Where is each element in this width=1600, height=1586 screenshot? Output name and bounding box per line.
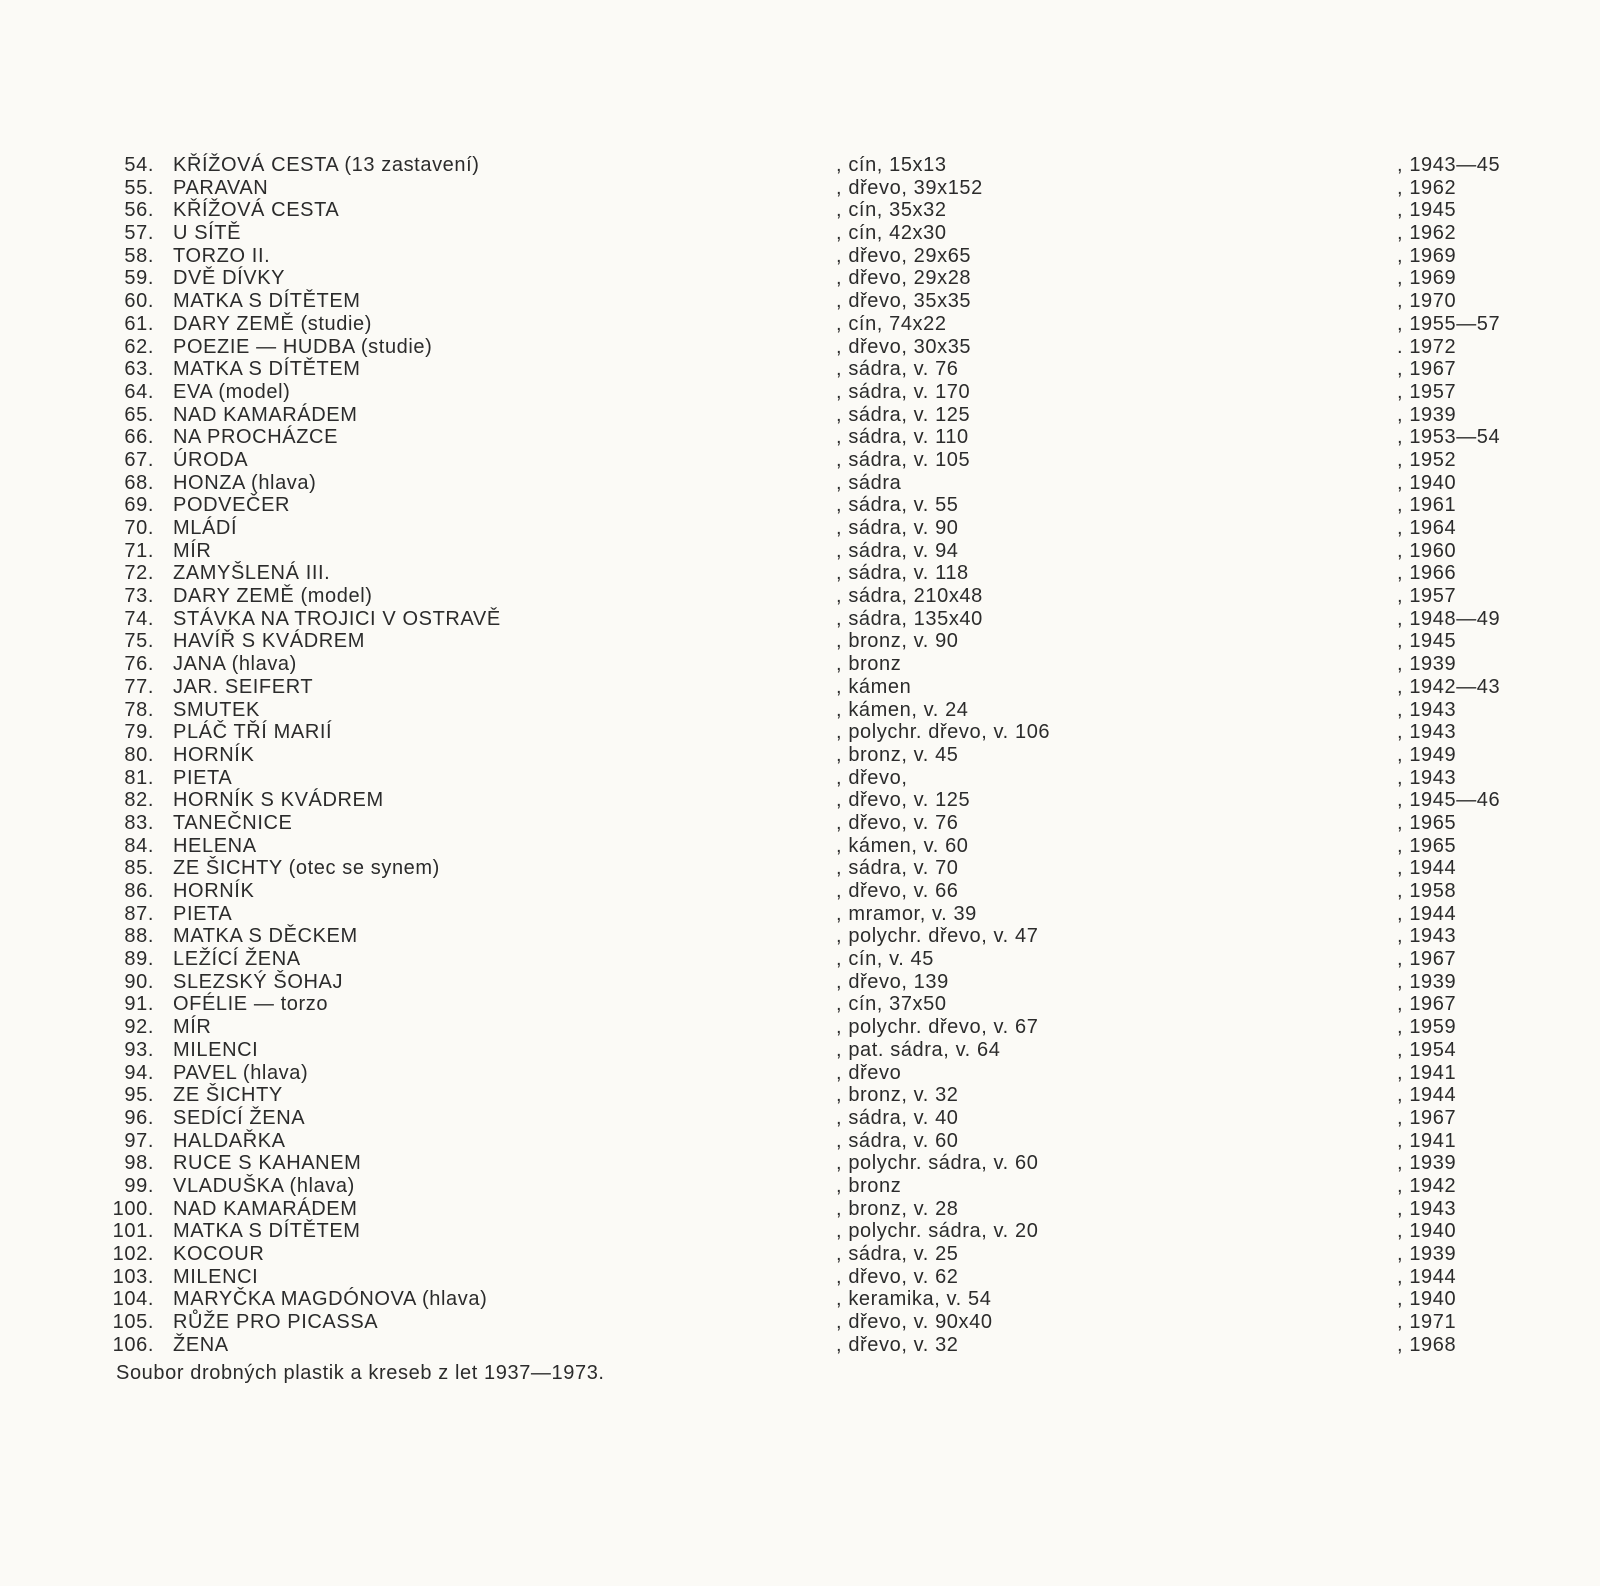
entry-material: , sádra, v. 170 (836, 380, 971, 403)
entry-material: , sádra, v. 90 (836, 517, 959, 539)
entry-number: 78. (124, 698, 154, 721)
entry-year: , 1955—57 (1397, 312, 1501, 335)
entry-number: 66. (124, 426, 154, 449)
entry-year: , 1962 (1397, 176, 1457, 199)
entry-number: 81. (124, 766, 154, 789)
entry-material: , bronz, v. 28 (836, 1197, 959, 1220)
entry-title: ZAMYŠLENÁ III. (173, 562, 331, 585)
catalog-entry (110, 540, 1550, 563)
entry-title: NAD KAMARÁDEM (173, 403, 358, 426)
entry-year: , 1953—54 (1397, 426, 1501, 449)
entry-material: , sádra, v. 118 (836, 562, 969, 585)
catalog-entry (110, 245, 1550, 268)
entry-material: , cín, 37x50 (836, 993, 947, 1016)
entry-material: , dřevo, 29x28 (836, 267, 972, 290)
catalog-entry (110, 154, 1550, 177)
catalog-entry (110, 1016, 1550, 1039)
entry-material: , dřevo, 39x152 (836, 176, 983, 199)
entry-year: , 1944 (1397, 902, 1457, 925)
entry-title: PODVEČER (173, 494, 291, 517)
entry-title: HORNÍK (173, 880, 255, 902)
entry-title: NA PROCHÁZCE (173, 426, 339, 449)
entry-number: 61. (124, 312, 154, 335)
entry-year: , 1944 (1397, 1265, 1457, 1288)
entry-title: MÍR (173, 539, 212, 562)
entry-title: HONZA (hlava) (173, 471, 317, 494)
entry-material: , kámen (836, 675, 912, 698)
entry-title: HAVÍŘ S KVÁDREM (173, 630, 365, 653)
entry-year: , 1939 (1397, 653, 1457, 676)
entry-number: 60. (124, 290, 154, 313)
catalog-entry (110, 1039, 1550, 1062)
entry-year: , 1945—46 (1397, 789, 1501, 812)
entry-number: 93. (124, 1038, 154, 1061)
catalog-entry (110, 925, 1550, 948)
entry-number: 95. (124, 1084, 154, 1107)
entry-title: STÁVKA NA TROJICI V OSTRAVĚ (173, 607, 501, 630)
entry-year: , 1967 (1397, 948, 1457, 971)
catalog-entry (110, 222, 1550, 245)
entry-title: ŽENA (173, 1333, 229, 1356)
entry-material: , sádra, 210x48 (836, 585, 983, 608)
entry-title: KŘÍŽOVÁ CESTA (13 zastavení) (173, 154, 480, 176)
entry-year: , 1957 (1397, 380, 1457, 403)
entry-material: , sádra, v. 55 (836, 494, 959, 517)
entry-material: , dřevo, v. 125 (836, 789, 971, 812)
catalog-entry (110, 472, 1550, 495)
entry-year: . 1972 (1397, 335, 1457, 358)
entry-title: POEZIE — HUDBA (studie) (173, 335, 433, 358)
entry-material: , sádra, v. 94 (836, 539, 959, 562)
entry-material: , sádra, v. 40 (836, 1106, 959, 1129)
entry-year: , 1957 (1397, 585, 1457, 608)
entry-material: , cín, 15x13 (836, 154, 947, 176)
entry-number: 96. (124, 1106, 154, 1129)
entry-year: , 1943 (1397, 698, 1457, 721)
entry-year: , 1952 (1397, 448, 1457, 471)
entry-number: 97. (124, 1129, 154, 1152)
catalog-entry (110, 381, 1550, 404)
entry-number: 88. (124, 925, 154, 948)
entry-title: MLÁDÍ (173, 517, 238, 539)
entry-title: DVĚ DÍVKY (173, 267, 286, 290)
entry-material: , sádra, v. 25 (836, 1243, 959, 1265)
entry-year: , 1958 (1397, 880, 1457, 902)
catalog-entry (110, 267, 1550, 290)
catalog-entry (110, 1198, 1550, 1221)
entry-material: , bronz (836, 653, 902, 676)
entry-number: 70. (124, 517, 154, 539)
entry-year: , 1939 (1397, 403, 1457, 426)
entry-material: , cín, 35x32 (836, 199, 947, 222)
catalog-entry (110, 812, 1550, 835)
entry-material: , sádra, v. 125 (836, 403, 971, 426)
entry-title: MARYČKA MAGDÓNOVA (hlava) (173, 1288, 488, 1311)
catalog-entry (110, 971, 1550, 994)
entry-year: , 1969 (1397, 267, 1457, 290)
entry-year: , 1942 (1397, 1174, 1457, 1197)
entry-material: , sádra (836, 471, 902, 494)
entry-year: , 1943 (1397, 766, 1457, 789)
entry-material: , dřevo, v. 62 (836, 1265, 959, 1288)
entry-title: PAVEL (hlava) (173, 1061, 309, 1084)
entry-material: , sádra, v. 110 (836, 426, 969, 449)
entry-number: 68. (124, 471, 154, 494)
entry-material: , sádra, v. 76 (836, 358, 959, 381)
catalog-entry (110, 993, 1550, 1016)
entry-title: MÍR (173, 1016, 212, 1039)
catalog-entry (110, 1107, 1550, 1130)
entry-material: , bronz, v. 90 (836, 630, 959, 653)
entry-year: , 1943 (1397, 721, 1457, 744)
entry-material: , kámen, v. 60 (836, 834, 969, 857)
entry-number: 72. (124, 562, 154, 585)
catalog-entry (110, 880, 1550, 903)
catalog-entry (110, 857, 1550, 880)
catalog-entry (110, 358, 1550, 381)
entry-year: , 1943 (1397, 1197, 1457, 1220)
entry-material: , polychr. dřevo, v. 106 (836, 721, 1051, 744)
entry-number: 59. (124, 267, 154, 290)
catalog-entry (110, 1152, 1550, 1175)
entry-title: MATKA S DÍTĚTEM (173, 290, 361, 313)
catalog-entry (110, 1084, 1550, 1107)
entry-year: , 1954 (1397, 1038, 1457, 1061)
entry-year: , 1939 (1397, 1152, 1457, 1175)
entry-title: HORNÍK S KVÁDREM (173, 789, 384, 812)
entry-year: , 1962 (1397, 222, 1457, 245)
entry-number: 91. (124, 993, 154, 1016)
entry-title: NAD KAMARÁDEM (173, 1197, 358, 1220)
entry-title: KŘÍŽOVÁ CESTA (173, 199, 340, 222)
entry-material: , cín, 42x30 (836, 222, 947, 245)
entry-title: U SÍTĚ (173, 222, 242, 245)
entry-material: , dřevo, 139 (836, 970, 949, 993)
entry-title: JANA (hlava) (173, 653, 297, 676)
entry-year: , 1943—45 (1397, 154, 1501, 176)
entry-year: , 1939 (1397, 1243, 1457, 1265)
entry-material: , sádra, v. 60 (836, 1129, 959, 1152)
entry-year: , 1948—49 (1397, 607, 1501, 630)
entry-year: , 1941 (1397, 1061, 1457, 1084)
entry-number: 80. (124, 743, 154, 766)
entry-material: , sádra, 135x40 (836, 607, 983, 630)
catalog-entry (110, 789, 1550, 812)
catalog-entry (110, 313, 1550, 336)
entry-title: LEŽÍCÍ ŽENA (173, 948, 301, 971)
entry-year: , 1940 (1397, 1288, 1457, 1311)
entry-number: 54. (124, 154, 154, 176)
entry-title: PIETA (173, 766, 233, 789)
entry-number: 83. (124, 811, 154, 834)
entry-material: , cín, v. 45 (836, 948, 934, 971)
entry-number: 69. (124, 494, 154, 517)
catalog-entry (110, 449, 1550, 472)
catalog-entry (110, 1062, 1550, 1085)
entry-number: 63. (124, 358, 154, 381)
entry-year: , 1970 (1397, 290, 1457, 313)
entry-title: EVA (model) (173, 380, 291, 403)
entry-title: MATKA S DÍTĚTEM (173, 1220, 361, 1243)
catalog-entry (110, 199, 1550, 222)
entry-year: , 1959 (1397, 1016, 1457, 1039)
entry-year: , 1949 (1397, 743, 1457, 766)
catalog-entry (110, 1288, 1550, 1311)
entry-year: , 1965 (1397, 811, 1457, 834)
catalog-entry (110, 767, 1550, 790)
entry-title: SMUTEK (173, 698, 260, 721)
entry-year: , 1945 (1397, 630, 1457, 653)
entry-number: 73. (124, 585, 154, 608)
entry-title: HALDAŘKA (173, 1129, 286, 1152)
entry-material: , bronz, v. 45 (836, 743, 959, 766)
catalog-entry (110, 835, 1550, 858)
entry-material: , dřevo, 30x35 (836, 335, 972, 358)
entry-title: ÚRODA (173, 448, 249, 471)
catalog-entry (110, 1243, 1550, 1266)
entry-number: 104. (112, 1288, 154, 1311)
entry-year: , 1960 (1397, 539, 1457, 562)
entry-year: , 1969 (1397, 244, 1457, 267)
entry-title: MILENCI (173, 1265, 259, 1288)
entry-title: DARY ZEMĚ (model) (173, 585, 373, 608)
entry-material: , dřevo, (836, 766, 908, 789)
entry-number: 92. (124, 1016, 154, 1039)
entry-title: HORNÍK (173, 743, 255, 766)
entry-number: 100. (112, 1197, 154, 1220)
entry-number: 84. (124, 834, 154, 857)
entry-number: 89. (124, 948, 154, 971)
entry-material: , polychr. sádra, v. 20 (836, 1220, 1039, 1243)
catalog-entry (110, 336, 1550, 359)
entry-material: , sádra, v. 105 (836, 448, 971, 471)
entry-number: 64. (124, 380, 154, 403)
entry-number: 90. (124, 970, 154, 993)
catalog-entry (110, 630, 1550, 653)
entry-title: VLADUŠKA (hlava) (173, 1174, 355, 1197)
entry-title: PARAVAN (173, 176, 269, 199)
catalog-entry (110, 1220, 1550, 1243)
entry-number: 55. (124, 176, 154, 199)
entry-number: 77. (124, 675, 154, 698)
entry-year: , 1940 (1397, 1220, 1457, 1243)
entry-year: , 1971 (1397, 1311, 1457, 1334)
entry-number: 85. (124, 857, 154, 880)
entry-material: , polychr. dřevo, v. 47 (836, 925, 1039, 948)
entry-material: , dřevo, 35x35 (836, 290, 972, 313)
entry-title: ZE ŠICHTY (otec se synem) (173, 857, 440, 880)
catalog-entry (110, 177, 1550, 200)
entry-title: ZE ŠICHTY (173, 1084, 283, 1107)
entry-number: 74. (124, 607, 154, 630)
entry-title: MATKA S DÍTĚTEM (173, 358, 361, 381)
entry-number: 71. (124, 539, 154, 562)
catalog-entry (110, 585, 1550, 608)
entry-material: , cín, 74x22 (836, 312, 947, 335)
entry-number: 86. (124, 880, 154, 902)
entry-year: , 1967 (1397, 1106, 1457, 1129)
catalog-entry (110, 608, 1550, 631)
entry-material: , sádra, v. 70 (836, 857, 959, 880)
entry-number: 101. (112, 1220, 154, 1243)
entry-title: MATKA S DĚCKEM (173, 925, 358, 948)
catalog-entry (110, 653, 1550, 676)
catalog-entry (110, 1311, 1550, 1334)
entry-year: , 1966 (1397, 562, 1457, 585)
entry-title: KOCOUR (173, 1243, 265, 1265)
entry-number: 76. (124, 653, 154, 676)
entry-year: , 1941 (1397, 1129, 1457, 1152)
entry-material: , dřevo, 29x65 (836, 244, 972, 267)
entry-year: , 1940 (1397, 471, 1457, 494)
entry-material: , dřevo (836, 1061, 902, 1084)
entry-material: , mramor, v. 39 (836, 902, 977, 925)
entry-material: , dřevo, v. 76 (836, 811, 959, 834)
catalog-entry (110, 426, 1550, 449)
entry-material: , bronz, v. 32 (836, 1084, 959, 1107)
entry-title: PLÁČ TŘÍ MARIÍ (173, 721, 333, 744)
entry-year: , 1965 (1397, 834, 1457, 857)
catalog-entry (110, 494, 1550, 517)
catalog-entry (110, 1175, 1550, 1198)
entry-year: , 1939 (1397, 970, 1457, 993)
entry-number: 94. (124, 1061, 154, 1084)
entry-number: 75. (124, 630, 154, 653)
entry-number: 79. (124, 721, 154, 744)
catalog-entry (110, 404, 1550, 427)
entry-number: 82. (124, 789, 154, 812)
entry-title: PIETA (173, 902, 233, 925)
entry-title: SLEZSKÝ ŠOHAJ (173, 970, 344, 993)
catalog-list (110, 154, 1550, 1356)
catalog-entry (110, 721, 1550, 744)
entry-material: , dřevo, v. 66 (836, 880, 959, 902)
entry-year: , 1964 (1397, 517, 1457, 539)
entry-material: , pat. sádra, v. 64 (836, 1038, 1001, 1061)
entry-number: 58. (124, 244, 154, 267)
entry-title: RUCE S KAHANEM (173, 1152, 362, 1175)
entry-material: , dřevo, v. 32 (836, 1333, 959, 1356)
entry-year: , 1967 (1397, 358, 1457, 381)
entry-number: 62. (124, 335, 154, 358)
catalog-entry (110, 290, 1550, 313)
entry-year: , 1945 (1397, 199, 1457, 222)
entry-number: 65. (124, 403, 154, 426)
entry-title: HELENA (173, 834, 257, 857)
catalog-entry (110, 562, 1550, 585)
entry-number: 102. (112, 1243, 154, 1265)
catalog-entry (110, 699, 1550, 722)
entry-material: , dřevo, v. 90x40 (836, 1311, 993, 1334)
entry-number: 103. (112, 1265, 154, 1288)
entry-material: , bronz (836, 1174, 902, 1197)
entry-year: , 1942—43 (1397, 675, 1501, 698)
entry-year: , 1967 (1397, 993, 1457, 1016)
catalog-entry (110, 948, 1550, 971)
catalog-entry (110, 1334, 1550, 1357)
catalog-entry (110, 676, 1550, 699)
entry-title: RŮŽE PRO PICASSA (173, 1311, 379, 1334)
entry-number: 87. (124, 902, 154, 925)
entry-year: , 1943 (1397, 925, 1457, 948)
entry-title: TORZO II. (173, 244, 271, 267)
catalog-entry (110, 1130, 1550, 1153)
entry-title: DARY ZEMĚ (studie) (173, 312, 373, 335)
entry-title: MILENCI (173, 1038, 259, 1061)
entry-number: 99. (124, 1174, 154, 1197)
catalog-entry (110, 903, 1550, 926)
catalog-entry (110, 744, 1550, 767)
entry-material: , polychr. sádra, v. 60 (836, 1152, 1039, 1175)
entry-number: 98. (124, 1152, 154, 1175)
entry-number: 67. (124, 448, 154, 471)
entry-title: JAR. SEIFERT (173, 675, 314, 698)
entry-material: , keramika, v. 54 (836, 1288, 992, 1311)
catalog-footer-note: Soubor drobných plastik a kreseb z let 1937—1973. (116, 1362, 605, 1384)
entry-title: SEDÍCÍ ŽENA (173, 1106, 306, 1129)
entry-title: TANEČNICE (173, 811, 293, 834)
entry-title: OFÉLIE — torzo (173, 993, 329, 1016)
catalog-entry (110, 1266, 1550, 1289)
entry-number: 105. (112, 1311, 154, 1334)
entry-year: , 1944 (1397, 857, 1457, 880)
entry-year: , 1968 (1397, 1333, 1457, 1356)
entry-number: 106. (112, 1333, 154, 1356)
entry-material: , polychr. dřevo, v. 67 (836, 1016, 1039, 1039)
entry-material: , kámen, v. 24 (836, 698, 969, 721)
entry-number: 56. (124, 199, 154, 222)
entry-number: 57. (124, 222, 154, 245)
catalog-entry (110, 517, 1550, 540)
entry-year: , 1944 (1397, 1084, 1457, 1107)
entry-year: , 1961 (1397, 494, 1457, 517)
